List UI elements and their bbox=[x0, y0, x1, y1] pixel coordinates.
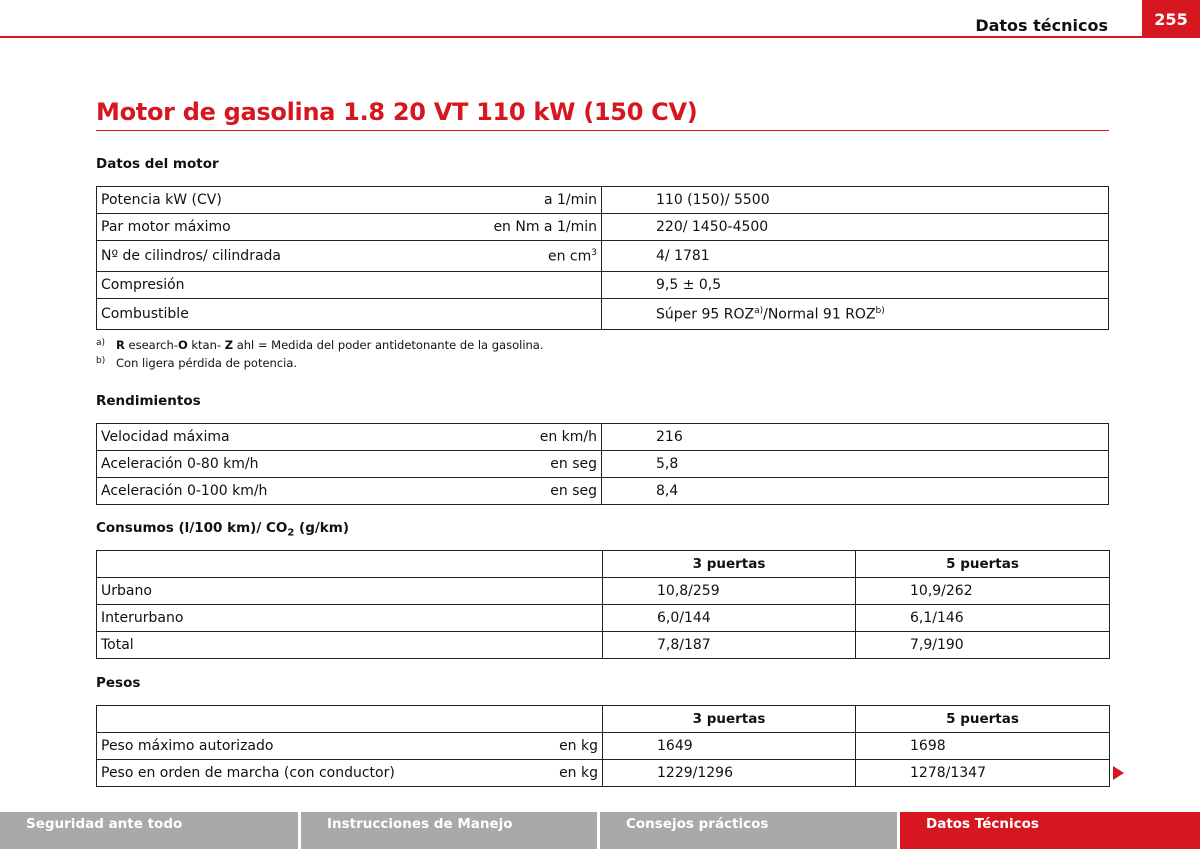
performance-heading: Rendimientos bbox=[96, 393, 201, 409]
row-label: Aceleración 0-100 km/h bbox=[101, 483, 268, 499]
page-title: Motor de gasolina 1.8 20 VT 110 kW (150 CV) bbox=[96, 98, 698, 126]
row-unit: en kg bbox=[559, 765, 598, 781]
consumption-heading: Consumos (l/100 km)/ $CO_2$ (g/km) bbox=[96, 520, 350, 539]
footnote-ref-b: b) bbox=[875, 305, 885, 316]
row-value: 1229/1296 bbox=[603, 760, 856, 787]
table-header-row bbox=[97, 706, 1110, 733]
row-unit: en kg bbox=[559, 738, 598, 754]
header-rule bbox=[0, 36, 1142, 38]
footnote: a) R esearch-O ktan- Z ahl = Medida del poder antidetonante de la gasolina. bbox=[96, 338, 544, 352]
row-value: 5,8 bbox=[602, 451, 1109, 478]
row-unit: a 1/min bbox=[543, 192, 597, 208]
row-label: Aceleración 0-80 km/h bbox=[101, 456, 259, 472]
row-unit: en seg bbox=[550, 456, 597, 472]
footer-tab-consejos[interactable]: Consejos prácticos bbox=[600, 812, 897, 849]
table-row bbox=[97, 299, 1109, 330]
row-unit: en cm bbox=[547, 248, 592, 265]
row-value: 216 bbox=[602, 424, 1109, 451]
row-value: 9,5 ± 0,5 bbox=[602, 272, 1109, 299]
footer-tab-instrucciones[interactable]: Instrucciones de Manejo bbox=[301, 812, 597, 849]
row-value: 8,4 bbox=[602, 478, 1109, 505]
table-row bbox=[97, 632, 1110, 659]
unit-superscript: 3 bbox=[591, 247, 597, 258]
column-header: 3 puertas bbox=[603, 551, 856, 578]
column-header: 3 puertas bbox=[603, 706, 856, 733]
row-label: Nº de cilindros/ cilindrada bbox=[101, 247, 281, 264]
engine-heading: Datos del motor bbox=[96, 156, 219, 172]
row-value: 7,8/187 bbox=[603, 632, 856, 659]
row-value: 220/ 1450-4500 bbox=[602, 214, 1109, 241]
table-header-row bbox=[97, 551, 1110, 578]
engine-table bbox=[96, 186, 1109, 330]
table-row bbox=[97, 578, 1110, 605]
row-value: 1698 bbox=[856, 733, 1110, 760]
weights-table bbox=[96, 705, 1110, 787]
footer-tab-datos-tecnicos[interactable]: Datos Técnicos bbox=[900, 812, 1200, 849]
footnote-mark: a) bbox=[96, 338, 106, 348]
table-row bbox=[97, 451, 1109, 478]
table-row bbox=[97, 187, 1109, 214]
page-number: 255 bbox=[1142, 0, 1200, 38]
footnote: b) Con ligera pérdida de potencia. bbox=[96, 356, 298, 370]
footer-nav bbox=[0, 812, 1200, 849]
row-label: Par motor máximo bbox=[101, 219, 231, 235]
row-unit: en seg bbox=[550, 483, 597, 499]
footnote-ref-a: a) bbox=[754, 305, 764, 316]
footnote-mark: b) bbox=[96, 356, 106, 366]
row-label: Peso máximo autorizado bbox=[101, 738, 274, 754]
table-row bbox=[97, 760, 1110, 787]
title-rule bbox=[96, 130, 1109, 131]
column-header: 5 puertas bbox=[856, 551, 1110, 578]
row-label: Interurbano bbox=[97, 605, 603, 632]
row-value: 1278/1347 bbox=[856, 760, 1110, 787]
next-page-arrow-icon[interactable] bbox=[1113, 766, 1124, 780]
table-row bbox=[97, 241, 1109, 272]
row-value: 4/ 1781 bbox=[602, 241, 1109, 272]
column-header: 5 puertas bbox=[856, 706, 1110, 733]
row-label: Combustible bbox=[101, 306, 189, 322]
row-label: Peso en orden de marcha (con conductor) bbox=[101, 765, 395, 781]
performance-table bbox=[96, 423, 1109, 505]
row-value: Súper 95 ROZ bbox=[656, 306, 755, 323]
weights-heading: Pesos bbox=[96, 675, 141, 691]
row-value: 10,8/259 bbox=[603, 578, 856, 605]
row-value: 110 (150)/ 5500 bbox=[602, 187, 1109, 214]
table-row bbox=[97, 733, 1110, 760]
row-label: Urbano bbox=[97, 578, 603, 605]
footer-tab-seguridad[interactable]: Seguridad ante todo bbox=[0, 812, 298, 849]
row-value: 1649 bbox=[603, 733, 856, 760]
row-unit: en km/h bbox=[539, 429, 597, 445]
table-row bbox=[97, 478, 1109, 505]
section-title: Datos técnicos bbox=[975, 16, 1108, 35]
row-label: Compresión bbox=[101, 277, 185, 293]
row-value: 6,0/144 bbox=[603, 605, 856, 632]
row-value-2: /Normal 91 ROZ bbox=[763, 306, 876, 323]
row-label: Potencia kW (CV) bbox=[101, 192, 222, 208]
row-value: 7,9/190 bbox=[856, 632, 1110, 659]
row-label: Velocidad máxima bbox=[101, 429, 230, 445]
row-unit: en Nm a 1/min bbox=[493, 219, 597, 235]
table-row bbox=[97, 424, 1109, 451]
row-value: 10,9/262 bbox=[856, 578, 1110, 605]
table-row bbox=[97, 272, 1109, 299]
row-label: Total bbox=[97, 632, 603, 659]
table-row bbox=[97, 214, 1109, 241]
row-value: 6,1/146 bbox=[856, 605, 1110, 632]
table-row bbox=[97, 605, 1110, 632]
consumption-table bbox=[96, 550, 1110, 659]
